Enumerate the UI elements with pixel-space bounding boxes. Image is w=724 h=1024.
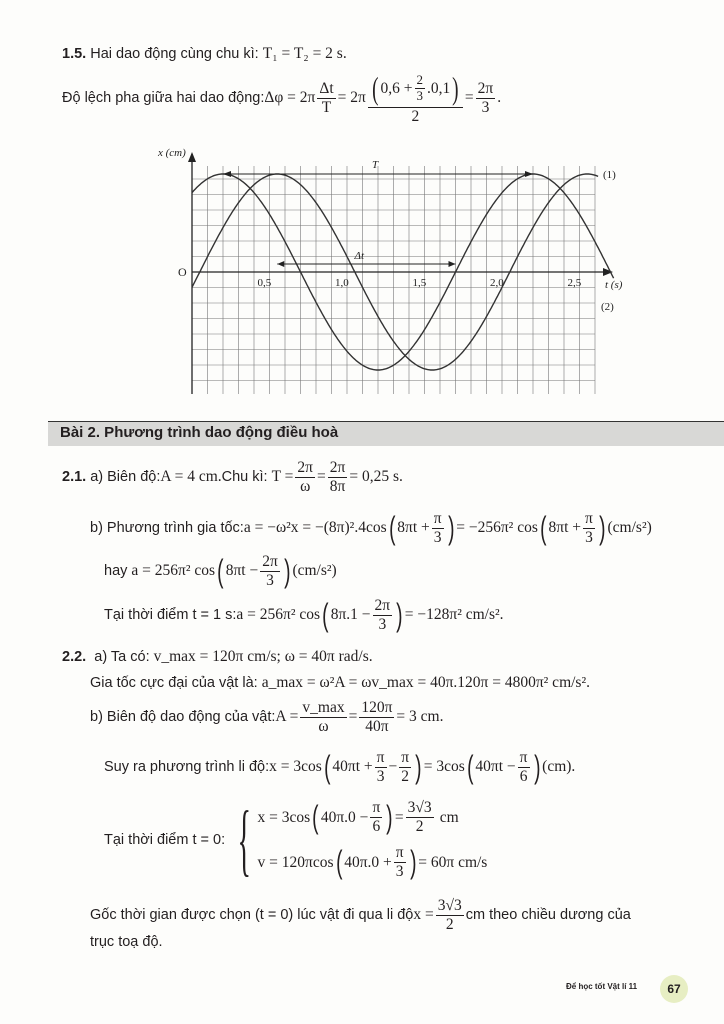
ex21-t1-rp: ) <box>396 596 403 633</box>
ex22-t0-x: x = 3cos <box>257 808 311 826</box>
ex21-t1-lp: ( <box>322 596 329 633</box>
ex22-ly-two: 2 <box>401 767 410 785</box>
ex22-b-120: 120π <box>361 698 393 716</box>
ex22-ly-rp2: ) <box>533 748 541 785</box>
ex15-dt-frac <box>317 80 335 117</box>
ex22-b-40: 40π <box>365 717 389 735</box>
ex22-t0-xarg: 40π.0 − <box>320 808 369 826</box>
ex22-a-text: a) Ta có: <box>94 649 154 665</box>
ex22-ly-pi-c: π <box>519 748 528 766</box>
ex21-hay-lp: ( <box>217 552 224 589</box>
series-1-label: (1) <box>603 169 616 181</box>
ex21-t1-frac <box>373 597 393 634</box>
dt-arrowhead-left <box>277 261 284 267</box>
ex22-ly-eq1: x = 3cos <box>269 758 322 775</box>
period-arrowhead-left <box>223 171 231 177</box>
ex21-hay-three: 3 <box>266 571 274 589</box>
ex22-line-t0 <box>104 790 487 890</box>
ex22-b-res: = 3 cm. <box>396 708 444 725</box>
ex22-ly-rp: ) <box>415 748 422 785</box>
ex21-b-unit: (cm/s²) <box>607 519 652 536</box>
ex21-b-rp2: ) <box>598 509 606 546</box>
ex15-res-den: 3 <box>481 98 490 116</box>
ex21-hay-2pi: 2π <box>262 552 278 570</box>
ex21-b-pi-2: π <box>585 509 593 527</box>
ex15-phase-lhs: Δφ = 2π <box>264 89 316 106</box>
ex21-b-arg2: 8πt + <box>548 519 582 536</box>
ex22-t0-x-pi6 <box>370 799 382 836</box>
ex21-line-a <box>62 452 403 502</box>
ex22-ly-cm: (cm). <box>542 758 576 775</box>
ex15-line2 <box>62 68 501 128</box>
ex21-f-res: = 0,25 s. <box>349 468 403 485</box>
ex15-period-sep: . <box>497 89 502 106</box>
ex15-text: Hai dao động cùng chu kì: <box>90 46 263 62</box>
period-arrowhead-right <box>525 171 533 177</box>
ex21-frac2 <box>328 459 348 496</box>
ex22-ly-pi-b: π <box>401 748 410 766</box>
x-tick-label: 0,5 <box>257 277 272 289</box>
ex22-line-b <box>90 694 443 740</box>
ex21-a-period: Chu kì: <box>221 469 268 485</box>
ex22-t0-vrow <box>258 844 488 881</box>
ex15-eq2: = <box>464 89 474 106</box>
oscillation-chart <box>140 140 623 410</box>
ex22-line-ly <box>104 744 575 790</box>
ex22-goc-c: trục toạ độ. <box>90 934 163 950</box>
ex21-t1-eq: a = 256π² cos <box>236 606 321 623</box>
ex22-t0-v-pi3 <box>394 844 406 881</box>
ex15-label: 1.5. <box>62 46 87 62</box>
chart-grid <box>192 166 595 394</box>
ex15-dt: Δt <box>319 79 334 97</box>
ex22-t0-v-rp: ) <box>409 844 417 880</box>
ex22-ly-lp: ( <box>323 748 331 785</box>
x-axis-label: t (s) <box>605 279 623 291</box>
ex22-ly-pi: π <box>376 748 385 766</box>
footer-book-title: Để học tốt Vật lí 11 <box>566 982 638 991</box>
ex21-line-hay <box>104 548 337 594</box>
ex22-t0-xrow <box>258 799 488 836</box>
ex22-t0-x-res-den: 2 <box>415 818 424 835</box>
ex22-ly-three: 3 <box>376 767 385 785</box>
ex15-eq: = 2π <box>337 89 366 106</box>
ex22-line-acc <box>90 674 590 692</box>
origin-label: O <box>178 265 187 279</box>
ex21-hay: hay <box>104 563 128 579</box>
dt-arrowhead-right <box>449 261 456 267</box>
ex21-f1-den: ω <box>300 477 311 495</box>
ex22-goc-frac <box>436 897 464 934</box>
ex15-big-frac <box>368 70 463 126</box>
ex22-t0-x-unit: cm <box>439 808 459 826</box>
ex22-line-goc2 <box>90 934 163 950</box>
ex22-acc-text: Gia tốc cực đại của vật là: <box>90 675 262 691</box>
x-tick-label: 2,5 <box>567 277 582 289</box>
ex15-phase-text: Độ lệch pha giữa hai dao động: <box>62 90 265 106</box>
ex21-b-three: 3 <box>433 528 442 546</box>
ex21-b-eq1: a = −ω²x = −(8π)².4cos <box>243 519 387 536</box>
ex22-line-a <box>62 648 373 666</box>
y-axis-label: x (cm) <box>158 147 186 159</box>
series-2-label: (2) <box>601 301 614 313</box>
ex22-ly-six: 6 <box>519 767 528 785</box>
ex22-t0-x-six: 6 <box>372 818 381 835</box>
ex22-t0-x-rp: ) <box>386 799 393 835</box>
ex21-hay-unit: (cm/s²) <box>292 562 337 579</box>
chart-labels <box>157 147 623 313</box>
ex21-label: 2.1. <box>62 469 87 485</box>
ex22-t0-varg: 40π.0 + <box>344 853 392 871</box>
section-title: Bài 2. Phương trình dao động điều hoà <box>60 424 339 441</box>
ex15-big-num <box>368 70 463 108</box>
ex22-t0-v: v = 120πcos <box>257 853 334 871</box>
ex21-b-pi3 <box>432 510 444 547</box>
ex21-frac1 <box>295 459 315 496</box>
ex22-goc-b: cm theo chiều dương của <box>465 907 631 923</box>
ex22-goc-x: x = <box>413 906 434 923</box>
dt-label: Δt <box>354 250 365 262</box>
x-tick-label: 1,5 <box>412 277 427 289</box>
ex21-b-pi3-2 <box>583 510 595 547</box>
ex21-T-eq: T = <box>271 468 294 485</box>
ex22-goc-den: 2 <box>445 915 454 933</box>
ex22-b-vmax: v_max <box>302 698 345 716</box>
ex22-b-omega: ω <box>318 717 329 735</box>
ex22-t0-system <box>258 799 488 881</box>
ex21-t1-arg: 8π.1 − <box>330 606 371 623</box>
ex22-t0-v-res: = 60π cm/s <box>418 853 488 871</box>
ex22-b-eq: = <box>348 708 358 725</box>
ex21-b-eq2: = −256π² cos <box>456 519 538 536</box>
ex22-t0-v-pi: π <box>395 844 404 862</box>
ex22-b-A: A = <box>275 708 299 725</box>
ex15-line1 <box>62 45 347 63</box>
ex22-ly-pi6 <box>518 749 530 786</box>
ex15-inner-b: .0,1 <box>427 79 451 97</box>
ex22-t0-text: Tại thời điểm t = 0: <box>104 832 226 848</box>
ex21-a-amp: A = 4 cm. <box>160 468 222 485</box>
ex15-period: T₁ = T₂ = 2 s. <box>262 45 347 62</box>
ex21-line-b <box>90 505 652 551</box>
ex15-rparen: ) <box>452 70 459 107</box>
ex21-t1-2pi: 2π <box>374 596 391 614</box>
ex21-b-lp2: ( <box>540 509 547 546</box>
ex15-inner-a: 0,6 + <box>380 79 413 97</box>
ex15-T: T <box>321 98 332 116</box>
ex22-t0-x-res-num: 3√3 <box>407 799 432 817</box>
ex21-hay-rp: ) <box>283 552 291 589</box>
chart-axes <box>188 152 613 394</box>
ex22-t0-x-res <box>406 799 434 836</box>
ex22-b-frac1 <box>300 699 346 736</box>
y-axis-arrow <box>188 152 196 162</box>
ex22-goc-num: 3√3 <box>437 896 462 914</box>
page-number: 67 <box>660 975 688 1003</box>
ex22-a-eq: v_max = 120π cm/s; ω = 40π rad/s. <box>153 648 373 665</box>
x-tick-label: 2,0 <box>490 277 504 289</box>
ex21-a-text: a) Biên độ: <box>90 469 161 485</box>
ex15-two-thirds <box>415 73 426 104</box>
ex22-ly-lp2: ( <box>466 748 474 785</box>
ex21-eq: = <box>317 468 326 485</box>
ex22-ly-arg: 40πt + <box>332 758 373 775</box>
ex21-b-rp: ) <box>447 509 455 546</box>
ex22-t0-x-eq: = <box>394 808 404 826</box>
ex21-f2-num: 2π <box>329 458 346 476</box>
ex22-acc-eq: a_max = ω²A = ωv_max = 40π.120π = 4800π² cm/s². <box>261 674 590 691</box>
ex22-ly-pi3 <box>375 749 387 786</box>
ex21-t1-text: Tại thời điểm t = 1 s: <box>104 607 237 623</box>
period-label: T <box>372 159 379 171</box>
ex21-f2-den: 8π <box>329 477 346 495</box>
ex21-b-three-2: 3 <box>585 528 593 546</box>
ex22-ly-minus: − <box>388 758 398 775</box>
ex21-hay-frac <box>260 553 280 590</box>
ex22-goc-a: Gốc thời gian được chọn (t = 0) lúc vật đi qua li độ <box>90 907 414 923</box>
ex22-ly-pi2 <box>399 749 411 786</box>
ex15-den: 2 <box>411 107 420 125</box>
ex21-hay-arg: 8πt − <box>225 562 259 579</box>
ex21-t1-three: 3 <box>378 615 387 633</box>
ex21-b-arg: 8πt + <box>397 519 430 536</box>
ex21-b-pi: π <box>433 509 442 527</box>
ex22-t0-v-lp: ( <box>335 844 343 880</box>
ex15-res-num: 2π <box>477 79 494 97</box>
ex21-b-text: b) Phương trình gia tốc: <box>90 520 244 536</box>
ex22-label: 2.2. <box>62 649 87 665</box>
ex21-f1-num: 2π <box>297 458 313 476</box>
ex21-hay-eq: a = 256π² cos <box>131 562 216 579</box>
ex21-t1-res: = −128π² cm/s². <box>404 606 504 623</box>
ex22-b-frac2 <box>359 699 394 736</box>
ex15-result <box>476 80 496 117</box>
ex22-t0-v-three: 3 <box>395 863 404 880</box>
ex15-lparen: ( <box>371 70 379 107</box>
ex22-t0-x-pi: π <box>372 799 381 817</box>
ex22-ly-arg2: 40πt − <box>475 758 516 775</box>
ex15-three: 3 <box>416 88 424 104</box>
ex22-b-text: b) Biên độ dao động của vật: <box>90 709 276 725</box>
ex22-ly-text: Suy ra phương trình li độ: <box>104 759 270 775</box>
ex21-b-lp: ( <box>388 509 396 546</box>
x-tick-label: 1,0 <box>335 277 349 289</box>
ex21-line-t1 <box>104 592 504 638</box>
ex22-line-goc <box>90 892 631 938</box>
ex15-two: 2 <box>416 72 424 88</box>
ex22-t0-brace: { <box>237 795 252 884</box>
ex22-ly-eq2: = 3cos <box>423 758 465 775</box>
ex22-t0-x-lp: ( <box>312 799 319 835</box>
